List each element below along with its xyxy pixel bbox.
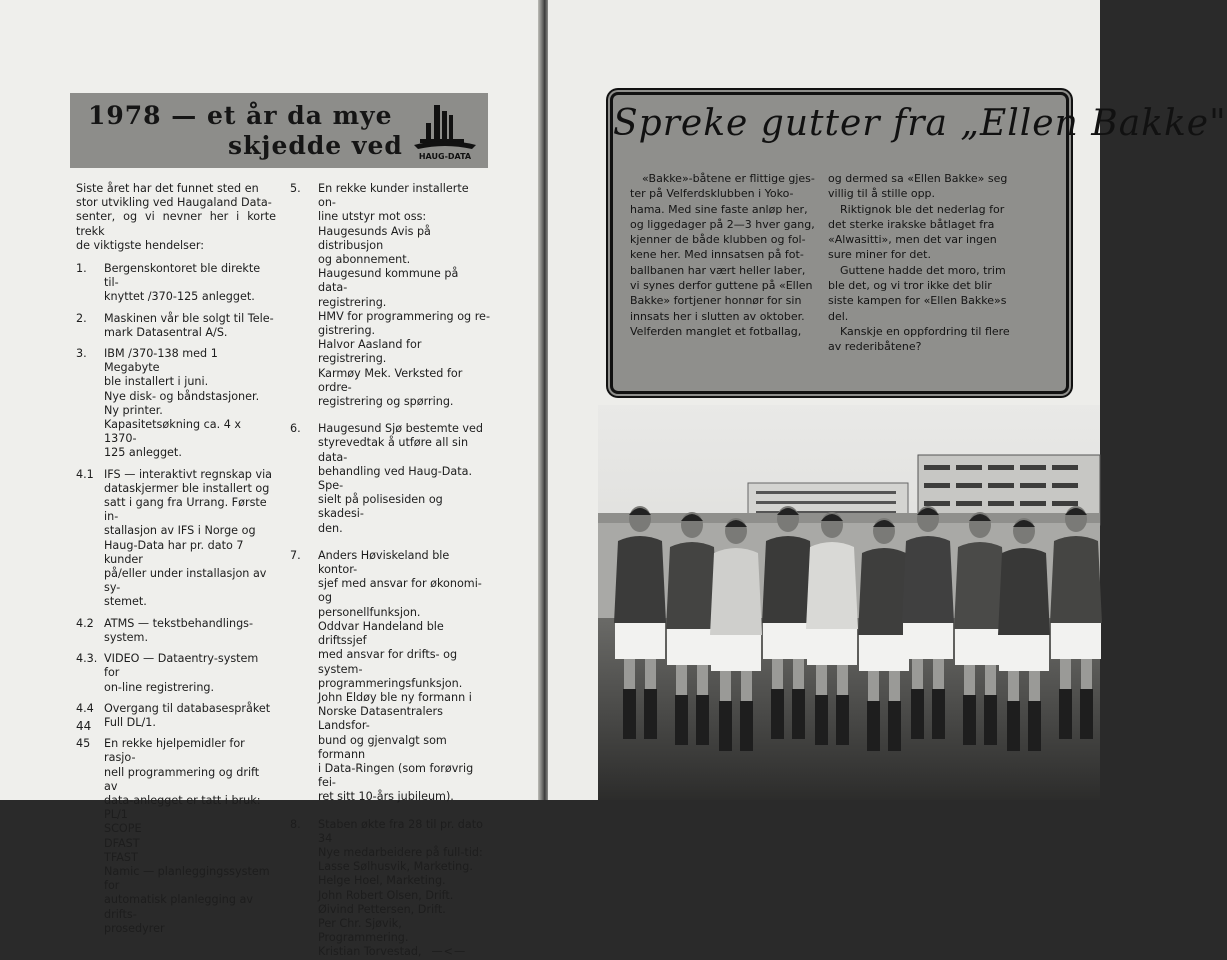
item-line: Ny printer. xyxy=(104,403,163,417)
item-line: Per Chr. Sjøvik, Programmering. xyxy=(318,916,409,945)
story-line: siste kampen for «Ellen Bakke»s xyxy=(828,294,1007,308)
item-line: VIDEO — Dataentry-system for xyxy=(104,652,259,680)
story-line: Riktignok ble det nederlag for xyxy=(840,202,1005,216)
item-line: Full DL/1. xyxy=(104,715,156,729)
item-line: Haugesund kommune på data- xyxy=(318,267,459,295)
item-line: TFAST xyxy=(104,850,138,864)
logo-text: HAUG-DATA xyxy=(418,152,472,161)
story-line: vi synes derfor guttene på «Ellen xyxy=(630,279,813,293)
story-line: Kanskje en oppfordring til flere xyxy=(840,324,1010,338)
item-line: behandling ved Haug-Data. Spe- xyxy=(318,464,473,493)
item-line: IBM /370-138 med 1 Megabyte xyxy=(104,347,218,375)
item-number: 45 xyxy=(76,737,91,751)
item-line: Helge Hoel, Marketing. xyxy=(318,874,446,888)
item-line: satt i gang fra Urrang. Første in- xyxy=(104,496,267,524)
item-text xyxy=(104,468,276,610)
item-line: ATMS — tekstbehandlings- xyxy=(104,616,254,630)
intro-paragraph xyxy=(76,182,276,253)
article-header xyxy=(70,93,488,168)
story-line: del. xyxy=(828,309,849,323)
item-gap xyxy=(76,645,276,652)
item-gap xyxy=(76,610,276,617)
item-line: John Robert Olsen, Drift. xyxy=(318,888,454,902)
page-number: 44 xyxy=(76,719,92,733)
story-line: ter på Velferdsklubben i Yoko- xyxy=(630,187,794,201)
item-line: data-anlegget er tatt i bruk: xyxy=(104,793,261,807)
intro-line: stor utvikling ved Haugaland Data- xyxy=(76,196,272,210)
item-line: HMV for programmering og re- xyxy=(318,309,490,323)
right-page xyxy=(548,0,1227,800)
story-paragraph xyxy=(828,263,1046,324)
item-line: Halvor Aasland for registrering. xyxy=(318,338,422,366)
item-text xyxy=(318,818,490,960)
item-line: Haug-Data har pr. dato 7 kunder xyxy=(104,538,244,566)
haug-data-logo-icon xyxy=(410,101,480,163)
story-line: ballbanen har vært heller laber, xyxy=(630,263,806,277)
item-line: En rekke kunder installerte on- xyxy=(318,182,469,210)
item-line: ble installert i juni. xyxy=(104,375,209,389)
story-line: og dermed sa «Ellen Bakke» seg xyxy=(828,172,1008,185)
story-line: hama. Med sine faste anløp her, xyxy=(630,202,808,216)
article-title-line-1: 1978 — et år da mye xyxy=(88,101,393,130)
item-line: line utstyr mot oss: xyxy=(318,210,427,224)
list-item xyxy=(76,262,276,305)
intro-line: de viktigste hendelser: xyxy=(76,238,205,252)
item-line: system. xyxy=(104,630,149,644)
item-gap xyxy=(76,461,276,468)
item-gap xyxy=(76,695,276,702)
item-line: registrering. xyxy=(318,295,387,309)
item-line: bund og gjenvalgt som formann xyxy=(318,733,447,761)
item-line: registrering og spørring. xyxy=(318,395,454,409)
item-line: personellfunksjon. xyxy=(318,605,421,619)
item-line: Norske Datasentralers Landsfor- xyxy=(318,705,443,733)
item-line: prosedyrer xyxy=(104,921,165,935)
item-text xyxy=(104,652,276,695)
intro-line: senter, og vi nevner her i korte trekk xyxy=(76,210,276,238)
item-line: 125 anlegget. xyxy=(104,446,182,460)
item-line: PL/1 xyxy=(104,808,128,822)
item-line: programmeringsfunksjon. xyxy=(318,676,463,690)
item-text xyxy=(318,182,490,409)
item-line: Nye disk- og båndstasjoner. xyxy=(104,389,260,403)
item-line: Lasse Sølhusvik, Marketing. xyxy=(318,860,473,874)
item-line: Haugesund Sjø bestemte ved xyxy=(318,422,484,436)
item-line: Anders Høviskeland ble kontor- xyxy=(318,548,450,577)
item-line: John Eldøy ble ny formann i xyxy=(318,690,472,704)
story-column-1 xyxy=(630,171,826,339)
item-number: 4.1 xyxy=(76,467,94,481)
item-number: 5. xyxy=(290,182,301,195)
story-line: kene her. Med innsatsen på fot- xyxy=(630,248,804,262)
item-line: En rekke hjelpemidler for rasjo- xyxy=(104,737,245,765)
item-line: sjef med ansvar for økonomi- og xyxy=(318,577,482,605)
item-text xyxy=(104,702,276,730)
story-paragraph xyxy=(828,202,1046,263)
story-box xyxy=(610,92,1227,394)
item-line: Øivind Pettersen, Drift. xyxy=(318,902,446,916)
item-number: 3. xyxy=(76,347,87,361)
item-line: DFAST xyxy=(104,836,140,850)
story-line: «Bakke»-båtene er flittige gjes- xyxy=(642,172,815,185)
story-line: innsats her i slutten av oktober. xyxy=(630,309,805,323)
item-line: styrevedtak å utføre all sin data- xyxy=(318,436,469,464)
story-line: kjenner de både klubben og fol- xyxy=(630,233,806,247)
item-line: Kristian Torvestad, —<— xyxy=(318,945,467,959)
list-item xyxy=(76,347,276,461)
item-line: automatisk planlegging av drifts- xyxy=(104,893,253,921)
list-item xyxy=(76,617,276,645)
item-line: Namic — planleggingssystem for xyxy=(104,864,270,893)
item-line: Nye medarbeidere på full-tid: xyxy=(318,845,483,859)
item-line: Kapasitetsøkning ca. 4 x 1370- xyxy=(104,418,242,446)
item-line: Karmøy Mek. Verksted for ordre- xyxy=(318,366,463,394)
item-line: on-line registrering. xyxy=(104,680,215,694)
item-text xyxy=(104,737,276,936)
item-number: 4.3. xyxy=(76,652,98,666)
item-gap xyxy=(76,340,276,347)
story-title: Spreke gutter fra „Ellen Bakke" xyxy=(613,103,1227,144)
story-line: Bakke» fortjener honnør for sin xyxy=(630,294,802,308)
item-line: med ansvar for drifts- og system- xyxy=(318,648,458,676)
item-line: Oddvar Handeland ble driftssjef xyxy=(318,619,444,648)
item-line: dataskjermer ble installert og xyxy=(104,481,270,495)
middle-column xyxy=(290,182,490,960)
end-mark: —<— xyxy=(431,945,467,959)
item-number: 1. xyxy=(76,262,87,276)
story-line: Velferden manglet et fotballag, xyxy=(630,324,802,338)
story-line: villig til å stille opp. xyxy=(828,187,936,201)
item-gap xyxy=(290,805,490,818)
item-line: Haugesunds Avis på distribusjon xyxy=(318,224,431,252)
item-line: Staben økte fra 28 til pr. dato 34 xyxy=(318,817,483,845)
item-gap xyxy=(290,536,490,549)
item-number: 7. xyxy=(290,548,301,562)
story-line: «Alwasitti», men det var ingen xyxy=(828,233,997,247)
item-number: 8. xyxy=(290,817,301,831)
item-line: mark Datasentral A/S. xyxy=(104,325,228,339)
story-line: sure miner for det. xyxy=(828,248,931,262)
item-number: 4.4 xyxy=(76,701,94,715)
item-line: stallasjon av IFS i Norge og xyxy=(104,524,256,538)
item-number: 2. xyxy=(76,311,87,325)
list-item xyxy=(76,652,276,695)
item-line: nell programmering og drift av xyxy=(104,765,260,793)
item-line: i Data-Ringen (som forøvrig fei- xyxy=(318,761,474,790)
list-item xyxy=(76,702,276,730)
item-line: Maskinen vår ble solgt til Tele- xyxy=(104,311,274,325)
item-line: den. xyxy=(318,521,343,535)
item-text xyxy=(104,347,276,461)
list-item xyxy=(290,549,490,805)
item-gap xyxy=(76,730,276,737)
left-column xyxy=(76,182,276,936)
list-item xyxy=(76,468,276,610)
item-gap xyxy=(76,305,276,312)
item-text xyxy=(104,262,276,305)
story-column-2 xyxy=(828,171,1046,355)
item-text xyxy=(104,312,276,340)
story-line: det sterke irakske båtlaget fra xyxy=(828,217,995,231)
item-line: sielt på polisesiden og skadesi- xyxy=(318,493,443,521)
item-line: SCOPE xyxy=(104,822,142,836)
item-line: ret sitt 10-års jubileum). xyxy=(318,790,454,804)
article-title-line-2: skjedde ved xyxy=(228,131,403,160)
item-text xyxy=(318,422,490,536)
list-item xyxy=(76,737,276,936)
list-item xyxy=(76,312,276,340)
story-paragraph xyxy=(828,324,1046,355)
item-line: Overgang til databasespråket xyxy=(104,701,271,715)
item-gap xyxy=(290,409,490,422)
item-number: 4.2 xyxy=(76,616,94,630)
item-line: stemet. xyxy=(104,595,147,609)
story-line: Guttene hadde det moro, trim xyxy=(840,263,1006,277)
story-line: av rederibåtene? xyxy=(828,340,922,354)
item-line: knyttet /370-125 anlegget. xyxy=(104,290,255,304)
intro-gap xyxy=(76,255,276,262)
list-item xyxy=(290,182,490,409)
item-line: Bergenskontoret ble direkte til- xyxy=(104,262,261,290)
football-team-photo xyxy=(598,405,1100,800)
intro-line: Siste året har det funnet sted en xyxy=(76,182,259,195)
story-line: og liggedager på 2—3 hver gang, xyxy=(630,217,815,231)
story-paragraph xyxy=(828,171,1046,202)
item-text xyxy=(318,549,490,805)
item-text xyxy=(104,617,276,645)
list-item xyxy=(290,818,490,960)
item-line: på/eller under installasjon av sy- xyxy=(104,567,267,595)
left-page xyxy=(0,0,540,959)
story-line: ble det, og vi tror ikke det blir xyxy=(828,279,992,293)
list-item xyxy=(290,422,490,536)
item-number: 6. xyxy=(290,422,301,436)
item-line: gistrering. xyxy=(318,324,376,338)
item-line: IFS — interaktivt regnskap via xyxy=(104,467,273,481)
item-line: og abonnement. xyxy=(318,253,411,267)
